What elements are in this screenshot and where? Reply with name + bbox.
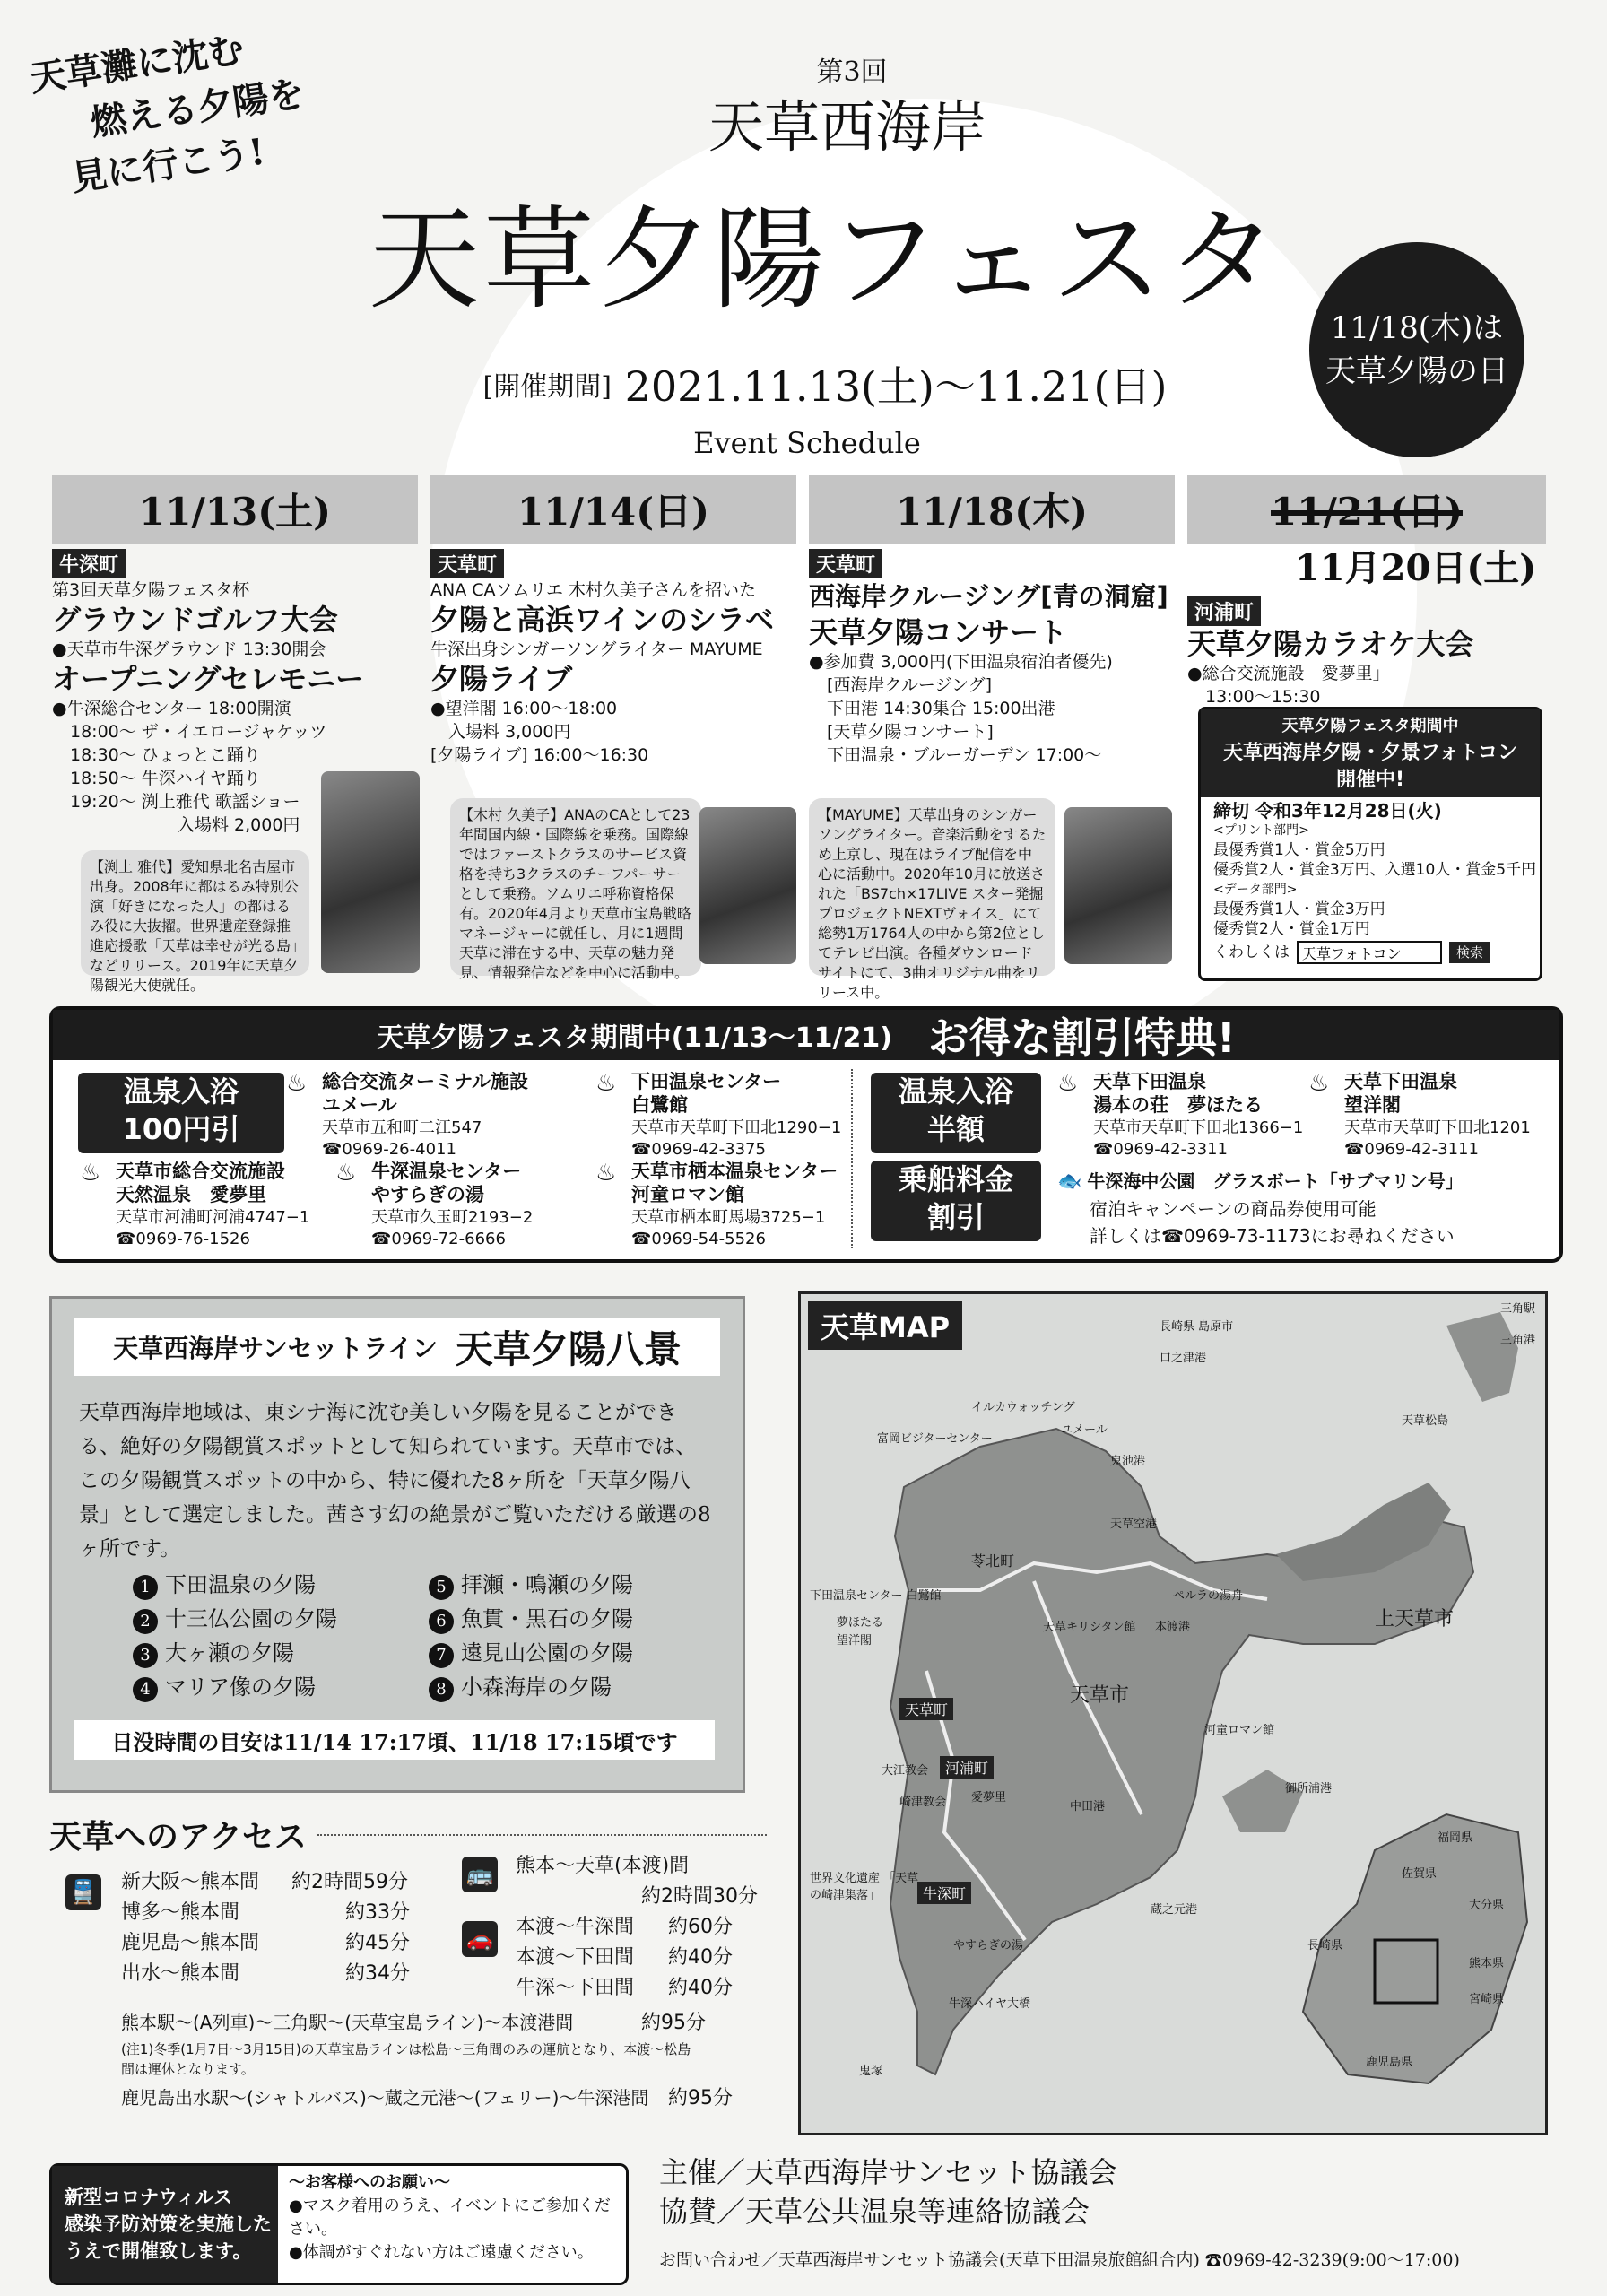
spot-item <box>133 1602 337 1636</box>
map-label: 長崎県 島原市 <box>1160 1320 1234 1334</box>
map-label: 鬼池港 <box>1110 1455 1146 1468</box>
contest-prize: 最優秀賞1人・賞金3万円 <box>1213 900 1385 918</box>
map-label: ユメール <box>1061 1423 1108 1437</box>
onsen-name: 湯本の荘 夢ほたる <box>1093 1094 1263 1116</box>
sunset-spots-heading: 天草夕陽八景 <box>455 1327 682 1371</box>
area-badge: 天草町 <box>809 549 882 578</box>
route: 鹿児島出水駅〜(シャトルバス)〜蔵之元港〜(フェリー)〜牛深港間 <box>121 2087 649 2109</box>
slogan-line: 燃える夕陽を <box>88 72 308 144</box>
map-title: 天草MAP <box>808 1301 962 1350</box>
map-label: 長崎県 <box>1307 1939 1343 1952</box>
discount-box <box>49 1006 1563 1263</box>
onsen-name: 白鷺館 <box>631 1094 688 1116</box>
covid-line: うえで開催致します。 <box>65 2240 252 2262</box>
spot-name: 十三仏公園の夕陽 <box>165 1606 337 1631</box>
map-label: 天草キリシタン館 <box>1043 1621 1136 1634</box>
onsen-address: 天草市天草町下田北1201 <box>1344 1118 1531 1137</box>
onsen-name: 望洋閣 <box>1344 1094 1401 1116</box>
sunset-spots-description: 天草西海岸地域は、東シナ海に沈む美しい夕陽を見ることができる、絶好の夕陽観賞スポットとして知られています。天草市では、この夕陽観賞スポットの中から、特に優れた8ヶ所を「天草夕陽八景」として選定しました。茜さす幻の絶景がご覧いただける厳選の8ヶ所です。 <box>79 1401 711 1561</box>
spot-number: 3 <box>133 1643 158 1668</box>
access-title: 天草へのアクセス <box>49 1818 307 1856</box>
spot-number: 8 <box>429 1677 454 1702</box>
day-date-cancelled: 11/21(日) <box>1271 490 1463 534</box>
onsen-tel: ☎0969-42-3375 <box>631 1140 766 1159</box>
day-date <box>1187 475 1546 544</box>
contest-header-line: 開催中! <box>1335 769 1405 791</box>
sunset-day-text: 天草夕陽の日 <box>1325 353 1508 389</box>
event-line: 入場料 3,000円 <box>448 722 571 742</box>
onsen-tel: ☎0969-42-3311 <box>1093 1140 1228 1159</box>
map-label: 河童ロマン館 <box>1204 1724 1275 1737</box>
onsen-tel: ☎0969-72-6666 <box>371 1230 506 1248</box>
car-icon: 🚗 <box>462 1921 498 1957</box>
performer-photo <box>699 807 796 964</box>
map-label: 鹿児島県 <box>1366 2056 1413 2069</box>
performer-photo <box>321 771 420 973</box>
performer-photo <box>1064 807 1172 964</box>
spot-item <box>429 1602 633 1636</box>
event-line: 18:30〜 ひょっとこ踊り <box>70 745 261 765</box>
event-line: 入場料 2,000円 <box>178 815 300 835</box>
bus-duration: 約2時間30分 <box>641 1885 758 1908</box>
route: 本渡〜下田間 <box>516 1946 635 1969</box>
onsen-entry <box>595 1070 842 1161</box>
boat-discount <box>1057 1168 1464 1249</box>
onsen-entry <box>286 1070 528 1161</box>
map-label: 上天草市 <box>1375 1608 1455 1631</box>
spot-item <box>429 1670 633 1704</box>
map-label: 三角港 <box>1500 1334 1536 1347</box>
organizer: 主催／天草西海岸サンセット協議会 <box>659 2155 1117 2189</box>
contest-details-label: くわしくは <box>1213 944 1290 961</box>
contest-prize: 優秀賞2人・賞金3万円、入選10人・賞金5千円 <box>1213 861 1537 879</box>
event-line: 下田港 14:30集合 15:00出港 <box>827 699 1055 718</box>
onsen-name: 天草下田温泉 <box>1093 1071 1206 1092</box>
onsen-tel: ☎0969-54-5526 <box>631 1230 766 1248</box>
map-label: 愛夢里 <box>971 1791 1007 1805</box>
sponsor: 協賛／天草公共温泉等連絡協議会 <box>659 2195 1090 2229</box>
event-name: 夕陽と高浜ワインのシラベ <box>430 603 775 637</box>
map-label: 苓北町 <box>971 1552 1015 1570</box>
access-row <box>516 1973 733 2004</box>
train-icon: 🚆 <box>65 1874 101 1910</box>
duration: 約40分 <box>668 1946 733 1969</box>
footer-credits <box>659 2152 1116 2231</box>
block-line: 乗船料金 <box>898 1162 1013 1196</box>
map-label: 蔵之元港 <box>1151 1903 1198 1917</box>
contest-prize: 最優秀賞1人・賞金5万円 <box>1213 841 1385 859</box>
event-line: [天草夕陽コンサート] <box>827 722 994 742</box>
map-label: 御所浦港 <box>1285 1782 1333 1796</box>
access-section <box>49 1812 767 2126</box>
onsen-name: 天草市総合交流施設 <box>116 1161 285 1182</box>
duration: 約34分 <box>345 1962 410 1985</box>
onsen-icon: ♨ <box>1057 1070 1079 1097</box>
map-label: 中田港 <box>1070 1800 1106 1813</box>
onsen-icon: ♨ <box>595 1160 617 1187</box>
day-date: 11/13(土) <box>52 475 418 544</box>
map-label: ペルラの湯舟 <box>1173 1589 1244 1603</box>
onsen-name: 天草市栖本温泉センター <box>631 1161 838 1182</box>
map-area-label: 牛深町 <box>917 1882 971 1904</box>
map-label: 世界文化遺産 「天草の崎津集落」 <box>810 1872 919 1902</box>
onsen-name: やすらぎの湯 <box>371 1184 484 1205</box>
access-row <box>121 1867 410 1898</box>
block-line: 割引 <box>926 1200 985 1234</box>
onsen-icon: ♨ <box>80 1160 101 1187</box>
map-label: 天草空港 <box>1110 1518 1158 1531</box>
contest-prize: 優秀賞2人・賞金1万円 <box>1213 920 1370 938</box>
event-name: オープニングセレモニー <box>52 662 365 696</box>
map-label: 夢ほたる <box>837 1616 884 1630</box>
spot-number: 6 <box>429 1609 454 1634</box>
event-line: ●牛深総合センター 18:00開演 <box>52 699 291 718</box>
onsen-tel: ☎0969-76-1526 <box>116 1230 250 1248</box>
subtitle: 天草西海岸 <box>708 94 986 160</box>
map-label: 鬼塚 <box>859 2065 883 2078</box>
spot-number: 5 <box>429 1575 454 1600</box>
onsen-icon: ♨ <box>286 1070 308 1097</box>
event-line: ANA CAソムリエ 木村久美子さんを招いた <box>430 580 756 600</box>
onsen-address: 天草市天草町下田北1366−1 <box>1093 1118 1304 1137</box>
bus-icon: 🚌 <box>462 1857 498 1892</box>
onsen-icon: ♨ <box>1308 1070 1330 1097</box>
map-label: 牛深ハイヤ大橋 <box>949 1997 1031 2011</box>
event-line: 13:00〜15:30 <box>1205 687 1321 707</box>
onsen-name: 牛深温泉センター <box>371 1161 522 1182</box>
spot-name: マリア像の夕陽 <box>165 1674 316 1700</box>
onsen-name: ユメール <box>322 1094 397 1116</box>
access-row <box>121 1898 410 1928</box>
footer-contact: お問い合わせ／天草西海岸サンセット協議会(天草下田温泉旅館組合内) ☎0969-42-3239(9:00〜17:00) <box>659 2250 1460 2270</box>
map-label: やすらぎの湯 <box>953 1939 1024 1952</box>
slogan-line: 天草灘に沈む <box>27 28 247 100</box>
period-dates: 2021.11.13(土)〜11.21(日) <box>624 362 1168 411</box>
area-badge: 牛深町 <box>52 549 126 578</box>
slogan-line: 見に行こう! <box>68 130 268 200</box>
map-label: 天草松島 <box>1402 1414 1449 1428</box>
map-label: イルカウォッチング <box>971 1401 1075 1414</box>
fish-icon: 🐟 <box>1057 1170 1082 1193</box>
duration: 約95分 <box>641 2012 706 2034</box>
spot-item <box>133 1670 337 1704</box>
sunset-spots-panel <box>49 1296 745 1793</box>
spot-number: 2 <box>133 1609 158 1634</box>
route: 新大阪〜熊本間 <box>121 1871 260 1893</box>
search-button[interactable]: 検索 <box>1449 942 1490 963</box>
onsen-name: 天草下田温泉 <box>1344 1071 1457 1092</box>
block-line: 半額 <box>926 1112 985 1146</box>
map-label: 本渡港 <box>1155 1621 1191 1634</box>
map-area-label: 河浦町 <box>940 1756 994 1779</box>
contest-category: <プリント部門> <box>1213 823 1309 838</box>
contest-deadline: 締切 令和3年12月28日(火) <box>1213 800 1442 822</box>
train-routes <box>121 1867 410 1989</box>
onsen-address: 天草市久玉町2193−2 <box>371 1208 534 1227</box>
map-label: 大江教会 <box>882 1764 929 1778</box>
event-line: [西海岸クルージング] <box>827 675 993 695</box>
onsen-icon: ♨ <box>335 1160 357 1187</box>
event-line: ●天草市牛深グラウンド 13:30開会 <box>52 639 326 659</box>
covid-request-item: ●体調がすぐれない方はご遠慮ください。 <box>289 2243 594 2262</box>
onsen-entry <box>335 1160 534 1250</box>
event-line: 第3回天草夕陽フェスタ杯 <box>52 580 250 600</box>
discount-period: 天草夕陽フェスタ期間中(11/13〜11/21) <box>377 1022 892 1054</box>
event-line: 18:50〜 牛深ハイヤ踊り <box>70 769 261 788</box>
access-row <box>516 1912 733 1943</box>
boat-note: 宿泊キャンペーンの商品券使用可能 <box>1090 1198 1377 1220</box>
spot-list-left <box>133 1568 337 1704</box>
schedule-day-2 <box>430 475 796 981</box>
event-line: 19:20〜 渕上雅代 歌謡ショー <box>70 792 300 812</box>
duration: 約60分 <box>668 1916 733 1938</box>
spot-number: 4 <box>133 1677 158 1702</box>
onsen-icon: ♨ <box>595 1070 617 1097</box>
onsen-address: 天草市五和町二江547 <box>322 1118 482 1137</box>
onsen-name: 河童ロマン館 <box>631 1184 744 1205</box>
spot-number: 7 <box>429 1643 454 1668</box>
map-label: 宮崎県 <box>1469 1993 1505 2006</box>
onsen-address: 天草市河浦町河浦4747−1 <box>116 1208 310 1227</box>
map-label: 熊本県 <box>1469 1957 1505 1970</box>
event-line: ●総合交流施設「愛夢里」 <box>1187 664 1390 683</box>
sunset-day-date: 11/18(木)は <box>1330 310 1504 346</box>
spot-name: 大ヶ瀬の夕陽 <box>165 1640 294 1665</box>
duration: 約40分 <box>668 1977 733 1999</box>
sunset-spots-title <box>74 1318 720 1376</box>
block-line: 温泉入浴 <box>898 1074 1013 1109</box>
map-label: 口之津港 <box>1160 1352 1207 1365</box>
onsen-entry <box>1057 1070 1304 1161</box>
period-label: [開催期間] <box>482 371 612 403</box>
performer-info: 【MAYUME】天草出身のシンガーソングライター。音楽活動をするため上京し、現在はライブ配信を中心に活動中。2020年10月に放送された「BS7ch×17LIVE スター発掘プロジェクトNEXTヴォイス」にて総勢1万1764人の中から第2位としてテレビ出演。各種ダウンロードサイトにて、3曲オリジナル曲をリリース中。 <box>809 798 1055 976</box>
performer-info: 【木村 久美子】ANAのCAとして23年間国内線・国際線を乗務。国際線ではファーストクラスのサービス資格を持ち3クラスのチーフパーサーとして乗務。ソムリエ呼称資格保有。2020年4月より天草市宝島戦略マネージャーに就任し、月に1週間天草に滞在する中、天草の魅力発見、情報発信などを中心に活動中。 <box>450 798 701 976</box>
covid-notice <box>49 2163 629 2285</box>
map-label: 福岡県 <box>1438 1831 1473 1845</box>
map-label: 大分県 <box>1469 1899 1505 1912</box>
route: 鹿児島〜熊本間 <box>121 1932 260 1954</box>
contest-body <box>1201 797 1540 968</box>
covid-request-heading: 〜お客様へのお願い〜 <box>289 2173 451 2192</box>
event-name: 西海岸クルージング[青の洞窟] <box>809 581 1168 612</box>
covid-line: 感染予防対策を実施した <box>65 2213 272 2235</box>
spot-name: 小森海岸の夕陽 <box>461 1674 612 1700</box>
discount-block-boat <box>871 1161 1041 1241</box>
covid-line: 新型コロナウィルス <box>65 2187 233 2208</box>
onsen-address: 天草市天草町下田北1290−1 <box>631 1118 842 1137</box>
map-label: 望洋閣 <box>837 1634 873 1648</box>
map-label: 富岡ビジターセンター <box>877 1432 993 1446</box>
duration: 約2時間59分 <box>291 1871 408 1893</box>
access-note: (注1)冬季(1月7日〜3月15日)の天草宝島ラインは松島〜三角間のみの運航となり、本渡〜松島間は運休となります。 <box>121 2041 691 2077</box>
duration: 約45分 <box>345 1932 410 1954</box>
area-badge: 天草町 <box>430 549 504 578</box>
discount-header <box>53 1010 1559 1060</box>
covid-statement <box>52 2166 278 2283</box>
covid-request-item: ●マスク着用のうえ、イベントにご参加ください。 <box>289 2196 611 2239</box>
event-period <box>466 354 1184 413</box>
onsen-entry <box>80 1160 310 1250</box>
day-date: 11/14(日) <box>430 475 796 544</box>
onsen-tel: ☎0969-26-4011 <box>322 1140 456 1159</box>
event-name: 天草夕陽コンサート <box>809 615 1068 649</box>
spot-name: 下田温泉の夕陽 <box>165 1572 316 1597</box>
onsen-name: 下田温泉センター <box>631 1071 782 1092</box>
contest-header <box>1201 709 1540 797</box>
event-name: 夕陽ライブ <box>430 662 573 696</box>
map-label: 三角駅 <box>1500 1302 1536 1316</box>
onsen-tel: ☎0969-42-3111 <box>1344 1140 1479 1159</box>
access-row <box>516 1943 733 1973</box>
sunset-day-badge <box>1309 242 1524 457</box>
map-label: 下田温泉センター 白鷺館 <box>810 1589 942 1603</box>
spot-name: 遠見山公園の夕陽 <box>461 1640 633 1665</box>
block-line: 100円引 <box>122 1112 240 1146</box>
rail-route-row <box>121 2007 706 2039</box>
route: 出水〜熊本間 <box>121 1962 240 1985</box>
access-row <box>121 1928 410 1959</box>
route: 牛深〜下田間 <box>516 1977 635 1999</box>
spot-item <box>429 1568 633 1602</box>
event-name: グラウンドゴルフ大会 <box>52 603 338 637</box>
sunset-time-note: 日没時間の目安は11/14 17:17頃、11/18 17:15頃です <box>74 1720 715 1760</box>
event-line: 下田温泉・ブルーガーデン 17:00〜 <box>827 745 1102 765</box>
search-input[interactable] <box>1297 941 1442 964</box>
schedule-heading: Event Schedule <box>693 426 921 460</box>
day-date-new: 11月20日(土) <box>1295 547 1537 589</box>
boat-name: 牛深海中公園 グラスボート「サブマリン号」 <box>1087 1170 1464 1192</box>
event-line: 牛深出身シンガーソングライター MAYUME <box>430 639 763 659</box>
area-badge: 河浦町 <box>1187 596 1261 626</box>
amakusa-map[interactable] <box>798 1292 1548 2135</box>
onsen-address: 天草市栖本町馬場3725−1 <box>631 1208 826 1227</box>
access-row <box>121 1959 410 1989</box>
map-label: 天草市 <box>1070 1684 1130 1707</box>
route: 熊本駅〜(A列車)〜三角駅〜(天草宝島ライン)〜本渡港間 <box>121 2012 574 2033</box>
schedule-day-1 <box>52 475 418 994</box>
event-name: 天草夕陽カラオケ大会 <box>1187 627 1474 661</box>
spot-item <box>133 1636 337 1670</box>
event-line: [夕陽ライブ] 16:00〜16:30 <box>430 745 649 765</box>
event-line: ●望洋閣 16:00〜18:00 <box>430 699 618 718</box>
performer-info: 【渕上 雅代】愛知県北名古屋市出身。2008年に都はるみ特別公演「好きになった人」の都はるみ役に大抜擢。世界遺産登録推進応援歌「天草は幸せが光る島」などリリース。2019年に天草夕陽観光大使就任。 <box>81 850 309 976</box>
map-label: 崎津教会 <box>899 1796 947 1809</box>
onsen-name: 総合交流ターミナル施設 <box>322 1071 528 1092</box>
contest-header-line: 天草夕陽フェスタ期間中 <box>1281 717 1459 735</box>
discount-divider <box>851 1069 853 1248</box>
map-area-label: 天草町 <box>899 1698 953 1720</box>
car-routes <box>516 1912 733 2004</box>
event-line: ●参加費 3,000円(下田温泉宿泊者優先) <box>809 652 1113 672</box>
onsen-name: 天然温泉 愛夢里 <box>116 1184 266 1205</box>
access-title-rule <box>317 1834 767 1836</box>
spot-item <box>429 1636 633 1670</box>
discount-block-onsen-half <box>871 1073 1041 1153</box>
spot-item <box>133 1568 337 1602</box>
boat-contact: 詳しくは☎0969-73-1173にお尋ねください <box>1090 1225 1455 1247</box>
spot-number: 1 <box>133 1575 158 1600</box>
onsen-entry <box>1308 1070 1531 1161</box>
discount-block-onsen-100 <box>78 1073 284 1153</box>
day-date: 11/18(木) <box>809 475 1175 544</box>
route: 本渡〜牛深間 <box>516 1916 635 1938</box>
discount-title: お得な割引特典! <box>927 1013 1236 1062</box>
contest-category: <データ部門> <box>1213 883 1298 897</box>
spot-name: 拝瀬・鳴瀬の夕陽 <box>461 1572 633 1597</box>
event-line: 18:00〜 ザ・イエロージャケッツ <box>70 722 327 742</box>
spot-list-right <box>429 1568 633 1704</box>
sunset-line-name: 天草西海岸サンセットライン <box>113 1334 438 1363</box>
covid-requests <box>278 2166 626 2283</box>
schedule-day-3 <box>809 475 1175 1001</box>
edition: 第3回 <box>816 57 888 88</box>
duration: 約95分 <box>668 2087 733 2109</box>
page-title: 天草夕陽フェスタ <box>369 196 1281 325</box>
spot-name: 魚貫・黒石の夕陽 <box>461 1606 633 1631</box>
route: 博多〜熊本間 <box>121 1901 240 1924</box>
bus-route: 熊本〜天草(本渡)間 <box>516 1855 690 1877</box>
contest-search <box>1213 941 1527 964</box>
block-line: 温泉入浴 <box>123 1074 239 1109</box>
contest-header-line: 天草西海岸夕陽・夕景フォトコン <box>1222 742 1518 764</box>
duration: 約33分 <box>345 1901 410 1924</box>
photo-contest <box>1198 707 1542 981</box>
onsen-entry <box>595 1160 838 1250</box>
map-label: 佐賀県 <box>1402 1867 1438 1881</box>
ferry-route-row <box>121 2083 733 2114</box>
